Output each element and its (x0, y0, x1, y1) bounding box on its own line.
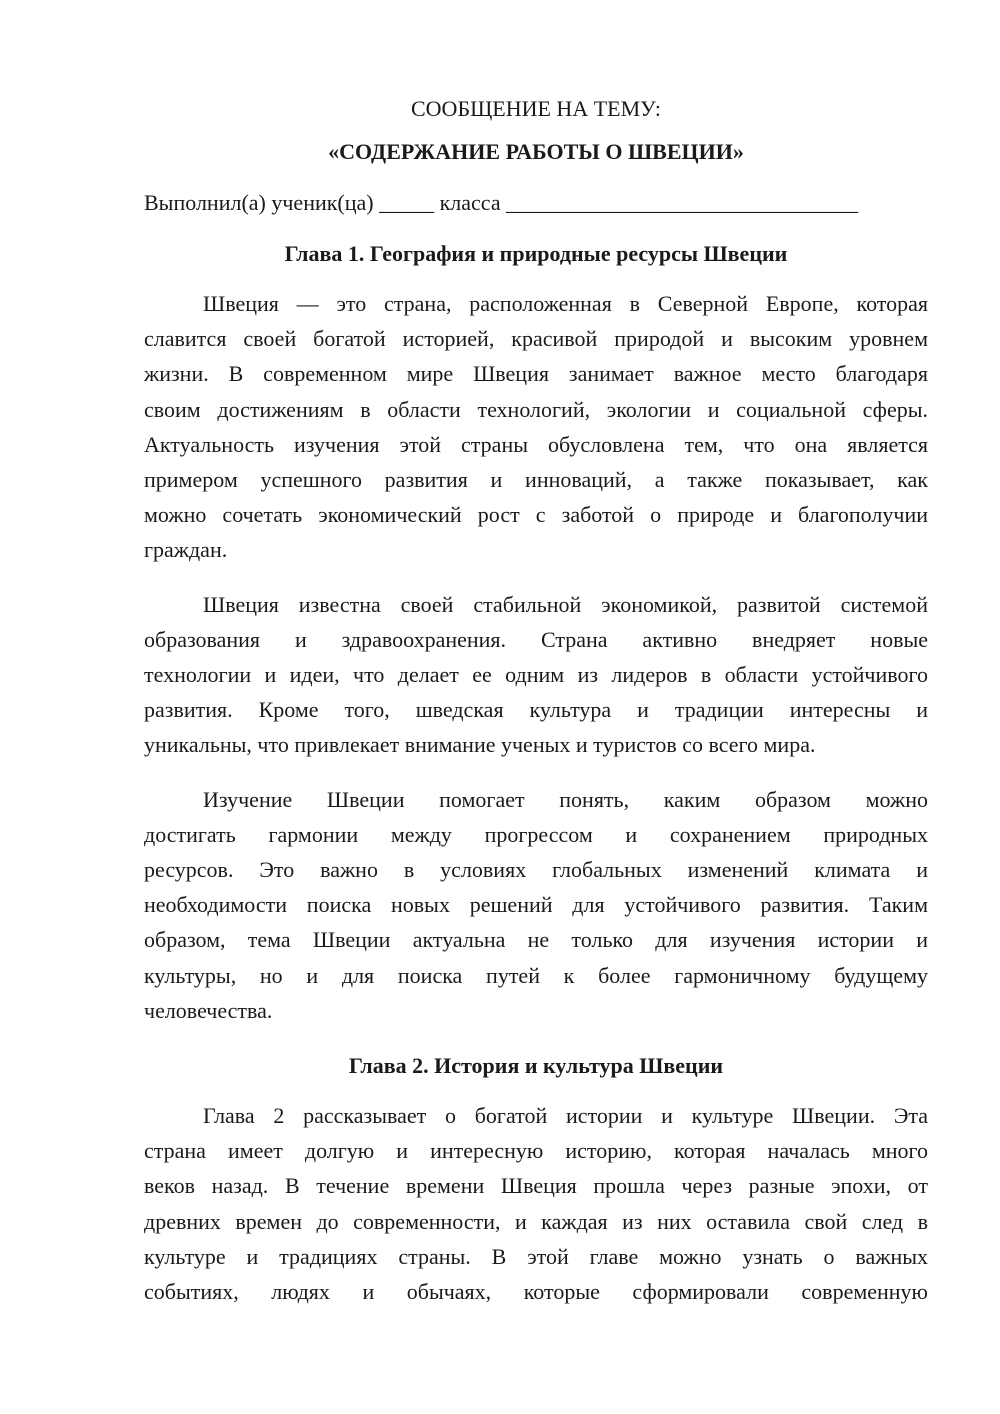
paragraph-line: древних времен до современности, и каждая из них оставила свой след в (144, 1208, 928, 1234)
chapter-1-paragraph-1 (144, 286, 928, 568)
paragraph-line: человечества. (144, 997, 273, 1023)
paragraph-line: Актуальность изучения этой страны обусловлена тем, что она является (144, 431, 928, 457)
paragraph-line: граждан. (144, 537, 228, 563)
paragraph-line: Швеция — это страна, расположенная в Северной Европе, которая (203, 291, 928, 316)
document-title: «СОДЕРЖАНИЕ РАБОТЫ О ШВЕЦИИ» (328, 139, 744, 164)
chapter-1-heading: Глава 1. География и природные ресурсы Швеции (284, 241, 788, 266)
author-line: Выполнил(а) ученик(ца) _____ класса ________________________________ (144, 190, 859, 215)
paragraph-line: славится своей богатой историей, красивой природой и высоким уровнем (144, 326, 928, 352)
paragraph-line: Швеция известна своей стабильной экономикой, развитой системой (203, 591, 928, 617)
chapter-2-paragraph-1 (144, 1098, 928, 1309)
paragraph-line: страна имеет долгую и интересную историю, которая началась много (144, 1138, 928, 1164)
topic-line: СООБЩЕНИЕ НА ТЕМУ: (411, 96, 661, 121)
paragraph-line: Глава 2 рассказывает о богатой истории и культуре Швеции. Эта (203, 1103, 928, 1129)
paragraph-line: технологии и идеи, что делает ее одним из лидеров в области устойчивого (144, 662, 928, 688)
paragraph-line: развития. Кроме того, шведская культура и традиции интересны и (144, 697, 928, 723)
paragraph-line: событиях, людях и обычаях, которые сформировали современную (144, 1279, 928, 1305)
paragraph-line: своим достижениям в области технологий, экологии и социальной сферы. (144, 396, 928, 422)
paragraph-line: ресурсов. Это важно в условиях глобальных изменений климата и (144, 857, 928, 883)
paragraph-line: культуры, но и для поиска путей к более гармоничному будущему (144, 962, 928, 988)
paragraph-line: примером успешного развития и инноваций, а также показывает, как (144, 467, 928, 493)
paragraph-line: культуре и традициях страны. В этой главе можно узнать о важных (144, 1243, 928, 1269)
paragraph-line: уникальны, что привлекает внимание ученых и туристов со всего мира. (144, 732, 816, 758)
paragraph-line: необходимости поиска новых решений для устойчивого развития. Таким (144, 892, 928, 918)
paragraph-line: достигать гармонии между прогрессом и сохранением природных (144, 821, 928, 847)
chapter-2-heading: Глава 2. История и культура Швеции (348, 1053, 724, 1079)
paragraph-line: образом, тема Швеции актуальна не только для изучения истории и (144, 927, 928, 953)
paragraph-line: жизни. В современном мире Швеция занимает важное место благодаря (144, 361, 928, 387)
document-page (144, 92, 928, 1328)
paragraph-line: образования и здравоохранения. Страна активно внедряет новые (144, 626, 928, 652)
paragraph-line: Изучение Швеции помогает понять, каким образом можно (203, 786, 928, 812)
chapter-1-paragraph-3 (144, 782, 928, 1028)
paragraph-line: веков назад. В течение времени Швеция прошла через разные эпохи, от (144, 1173, 928, 1199)
paragraph-line: можно сочетать экономический рост с заботой о природе и благополучии (144, 502, 928, 528)
chapter-1-paragraph-2 (144, 587, 928, 763)
